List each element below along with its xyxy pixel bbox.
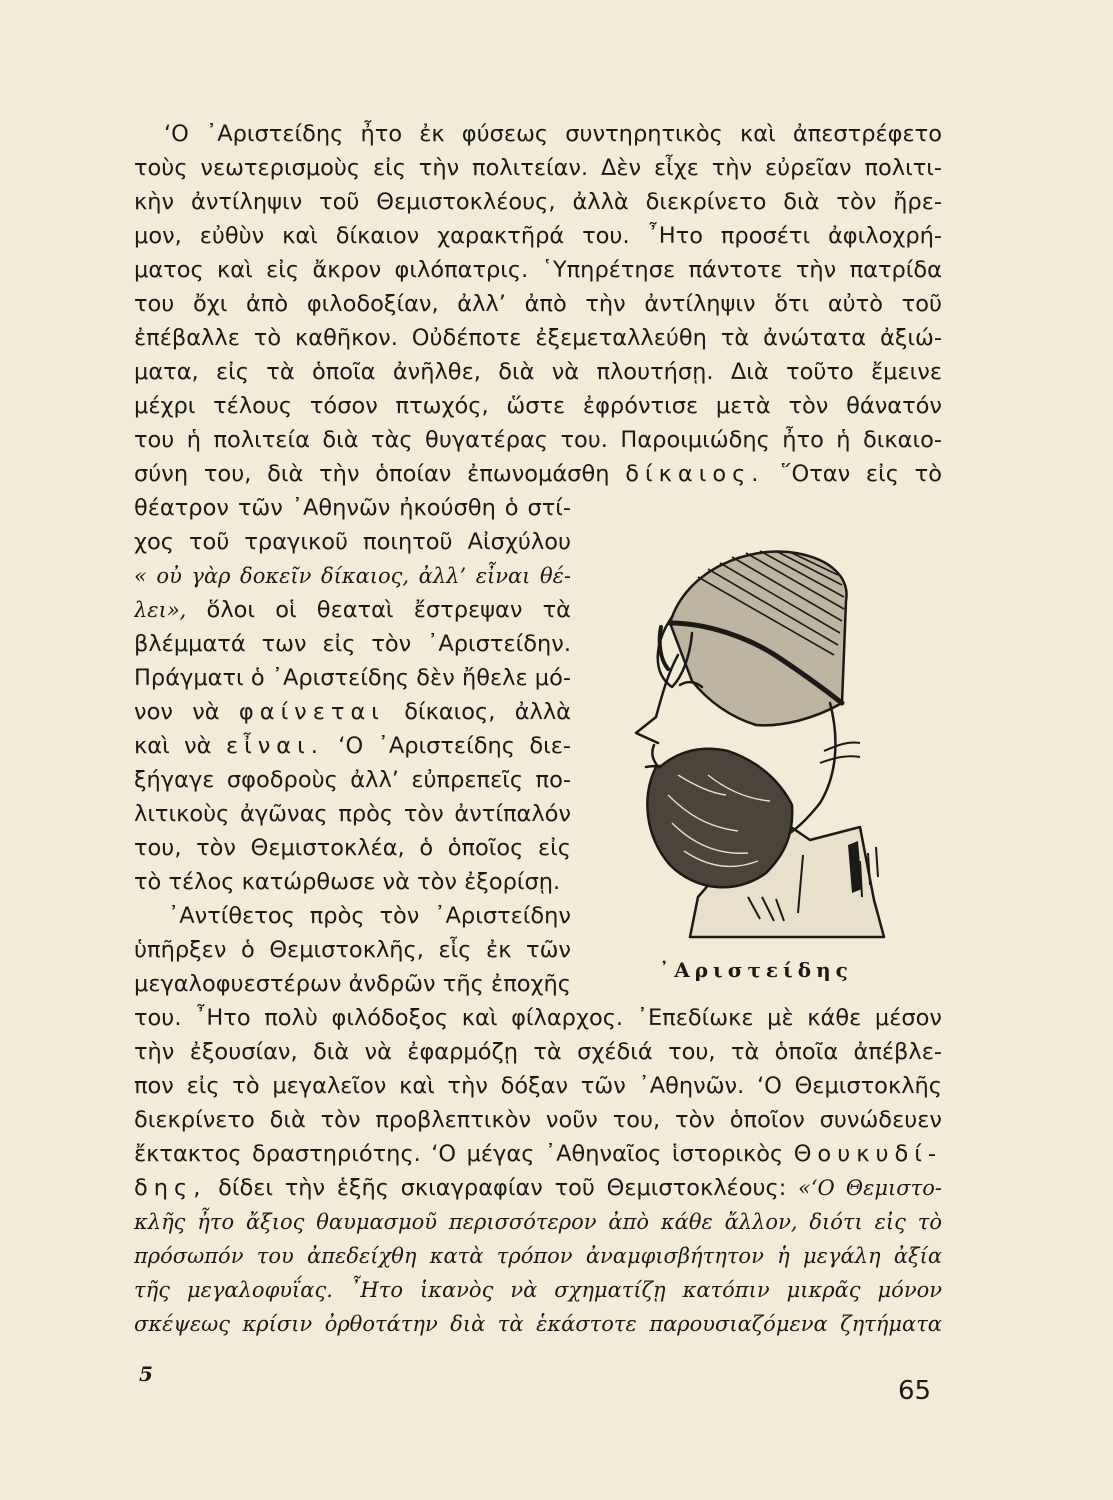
aristeides-helmeted-head-illustration bbox=[598, 505, 943, 975]
text-line: μον, εὐθὺν καὶ δίκαιον χαρακτῆρά του. ῏Ητο προσέτι ἀφιλοχρή- bbox=[134, 223, 942, 249]
text-line bbox=[134, 695, 571, 729]
signature-mark: 5 bbox=[139, 1362, 153, 1386]
text-line bbox=[134, 1171, 942, 1205]
quote-line: κλῆς ἦτο ἄξιος θαυμασμοῦ περισσότερον ἀπὸ κάθε ἄλλον, διότι εἰς τὸ bbox=[134, 1210, 942, 1234]
text-line: πον εἰς τὸ μεγαλεῖον καὶ τὴν δόξαν τῶν ᾿Αθηνῶν. ‘Ο Θεμιστοκλῆς bbox=[134, 1073, 942, 1099]
text-line: ἐπέβαλλε τὸ καθῆκον. Οὐδέποτε ἐξεμεταλλεύθη τὰ ἀνώτατα ἀξιώ- bbox=[134, 325, 942, 351]
text-line: του, τὸν Θεμιστοκλέα, ὁ ὁποῖος εἰς bbox=[134, 835, 571, 861]
spaced-word: δίκαιος. bbox=[625, 461, 765, 487]
text-line: του ἡ πολιτεία διὰ τὰς θυγατέρας του. Παροιμιώδης ἦτο ἡ δικαιο- bbox=[134, 427, 942, 453]
text-run: ‘Ο ᾿Αριστείδης διε- bbox=[323, 733, 571, 759]
page-number: 65 bbox=[898, 1376, 932, 1406]
text-line: χος τοῦ τραγικοῦ ποιητοῦ Αἰσχύλου bbox=[134, 529, 571, 555]
text-line: λιτικοὺς ἀγῶνας πρὸς τὸν ἀντίπαλόν bbox=[134, 801, 571, 827]
figure-caption: ᾿Αριστείδης bbox=[659, 958, 853, 982]
spaced-word: δης, bbox=[134, 1175, 207, 1201]
quote-line: σκέψεως κρίσιν ὀρθοτάτην διὰ τὰ ἑκάστοτε παρουσιαζόμενα ζητήματα bbox=[134, 1312, 942, 1336]
text-line: του ὄχι ἀπὸ φιλοδοξίαν, ἀλλ’ ἀπὸ τὴν ἀντίληψιν ὅτι αὐτὸ τοῦ bbox=[134, 291, 942, 317]
text-line: τοὺς νεωτερισμοὺς εἰς τὴν πολιτείαν. Δὲν εἶχε τὴν εὐρεῖαν πολιτι- bbox=[134, 155, 942, 181]
quote-run: «‘Ο Θεμιστο- bbox=[797, 1176, 942, 1200]
text-line: Πράγματι ὁ ᾿Αριστείδης δὲν ἤθελε μό- bbox=[134, 665, 571, 691]
quote-line: « οὐ γὰρ δοκεῖν δίκαιος, ἀλλ’ εἶναι θέ- bbox=[134, 564, 571, 588]
spaced-word: Θουκυδί- bbox=[793, 1141, 942, 1167]
text-run: καὶ νὰ bbox=[134, 733, 226, 759]
quote-line: πρόσωπόν του ἀπεδείχθη κατὰ τρόπον ἀναμφισβήτητον ἡ μεγάλη ἀξία bbox=[134, 1244, 942, 1268]
spaced-word: φαίνεται bbox=[238, 699, 385, 725]
text-line: ‘Ο ᾿Αριστείδης ἦτο ἐκ φύσεως συντηρητικὸς καὶ ἀπεστρέφετο bbox=[164, 121, 942, 147]
text-line bbox=[134, 593, 571, 627]
text-line bbox=[134, 457, 942, 491]
text-line: ξήγαγε σφοδροὺς ἀλλ’ εὐπρεπεῖς πο- bbox=[134, 767, 571, 793]
text-run: δίδει τὴν ἑξῆς σκιαγραφίαν τοῦ Θεμιστοκλέους: bbox=[206, 1175, 798, 1201]
text-line: θέατρον τῶν ᾿Αθηνῶν ἠκούσθη ὁ στί- bbox=[134, 495, 571, 521]
text-line: ματα, εἰς τὰ ὁποῖα ἀνῆλθε, διὰ νὰ πλουτήσῃ. Διὰ τοῦτο ἔμεινε bbox=[134, 359, 942, 385]
spaced-word: εἶναι. bbox=[225, 733, 324, 759]
text-line: τὴν ἐξουσίαν, διὰ νὰ ἐφαρμόζῃ τὰ σχέδιά του, τὰ ὁποῖα ἀπέβλε- bbox=[134, 1039, 942, 1065]
quote-run: λει», bbox=[134, 598, 187, 622]
quote-line: τῆς μεγαλοφυΐας. ῏Ητο ἱκανὸς νὰ σχηματίζῃ κατόπιν μικρᾶς μόνον bbox=[134, 1278, 942, 1302]
text-run: ῞Οταν εἰς τὸ bbox=[764, 461, 942, 487]
text-line: μεγαλοφυεστέρων ἀνδρῶν τῆς ἐποχῆς bbox=[134, 971, 571, 997]
text-line bbox=[134, 1137, 942, 1171]
text-line: ὑπῆρξεν ὁ Θεμιστοκλῆς, εἷς ἐκ τῶν bbox=[134, 937, 571, 963]
text-line: διεκρίνετο διὰ τὸν προβλεπτικὸν νοῦν του, τὸν ὁποῖον συνώδευεν bbox=[134, 1107, 942, 1133]
text-line: μέχρι τέλους τόσον πτωχός, ὥστε ἐφρόντισε μετὰ τὸν θάνατόν bbox=[134, 393, 942, 419]
text-line bbox=[134, 729, 571, 763]
text-line: τὸ τέλος κατώρθωσε νὰ τὸν ἐξορίσῃ. bbox=[134, 869, 561, 895]
text-run: ἔκτακτος δραστηριότης. ‘Ο μέγας ᾿Αθηναῖος ἱστορικὸς bbox=[134, 1141, 794, 1167]
text-line: κὴν ἀντίληψιν τοῦ Θεμιστοκλέους, ἀλλὰ διεκρίνετο διὰ τὸν ἤρε- bbox=[134, 189, 942, 215]
text-line: του. ῏Ητο πολὺ φιλόδοξος καὶ φίλαρχος. ᾿Επεδίωκε μὲ κάθε μέσον bbox=[134, 1005, 942, 1031]
text-run: σύνη του, διὰ τὴν ὁποίαν ἐπωνομάσθη bbox=[134, 461, 626, 487]
text-line: βλέμματά των εἰς τὸν ᾿Αριστείδην. bbox=[134, 631, 571, 657]
text-run: ὅλοι οἱ θεαταὶ ἔστρεψαν τὰ bbox=[186, 597, 571, 623]
text-line: ματος καὶ εἰς ἄκρον φιλόπατρις. ῾Υπηρέτησε πάντοτε τὴν πατρίδα bbox=[134, 257, 942, 283]
text-run: δίκαιος, ἀλλὰ bbox=[384, 699, 571, 725]
text-run: νον νὰ bbox=[134, 699, 239, 725]
text-line: ᾿Αντίθετος πρὸς τὸν ᾿Αριστείδην bbox=[168, 903, 571, 929]
